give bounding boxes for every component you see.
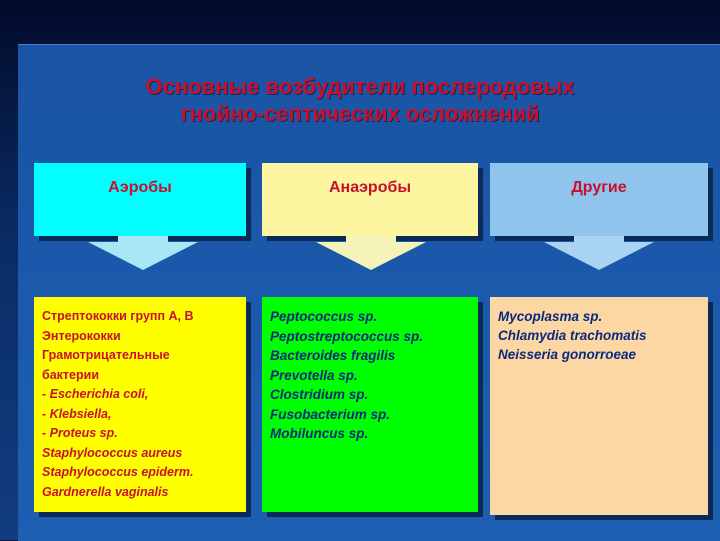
list-item: Neisseria gonorroeae	[498, 347, 637, 362]
list-item: Gardnerella vaginalis	[42, 484, 169, 499]
list-item: бактерии	[42, 367, 100, 382]
category-aerobes-header: Аэробы	[34, 163, 246, 236]
list-item: Mobiluncus sp.	[270, 426, 369, 441]
list-item: Bacteroides fragilis	[270, 348, 396, 363]
list-item: - Escherichia coli,	[42, 387, 149, 401]
slide-title	[60, 73, 660, 127]
category-others-header: Другие	[490, 163, 708, 236]
aerobes-list	[34, 297, 246, 512]
list-item: Mycoplasma sp.	[498, 309, 603, 324]
list-item: Энтерококки	[42, 328, 121, 343]
list-item: - Proteus sp.	[42, 426, 118, 440]
list-item: Грамотрицательные	[42, 348, 170, 362]
arrow-down-icon-others	[544, 236, 654, 272]
anaerobes-list	[262, 297, 478, 512]
list-item: Staphylococcus aureus	[42, 445, 183, 460]
title-line-2: гнойно-септических осложнений	[180, 101, 540, 126]
title-line-1: Основные возбудители послеродовых	[145, 74, 575, 99]
list-item: Peptostreptococcus sp.	[270, 328, 424, 344]
others-list	[490, 297, 708, 515]
list-item: Fusobacterium sp.	[270, 406, 391, 422]
list-item: Clostridium sp.	[270, 387, 369, 402]
list-item: Prevotella sp.	[270, 367, 358, 383]
list-item: Стрептококки групп А, В	[42, 309, 194, 323]
arrow-down-icon-anaerobes	[316, 236, 426, 272]
list-item: - Klebsiella,	[42, 406, 112, 421]
list-item: Staphylococcus epiderm.	[42, 465, 194, 479]
category-anaerobes-header: Анаэробы	[262, 163, 478, 236]
arrow-down-icon-aerobes	[88, 236, 198, 272]
list-item: Peptococcus sp.	[270, 309, 378, 324]
list-item: Chlamydia trachomatis	[498, 328, 647, 343]
